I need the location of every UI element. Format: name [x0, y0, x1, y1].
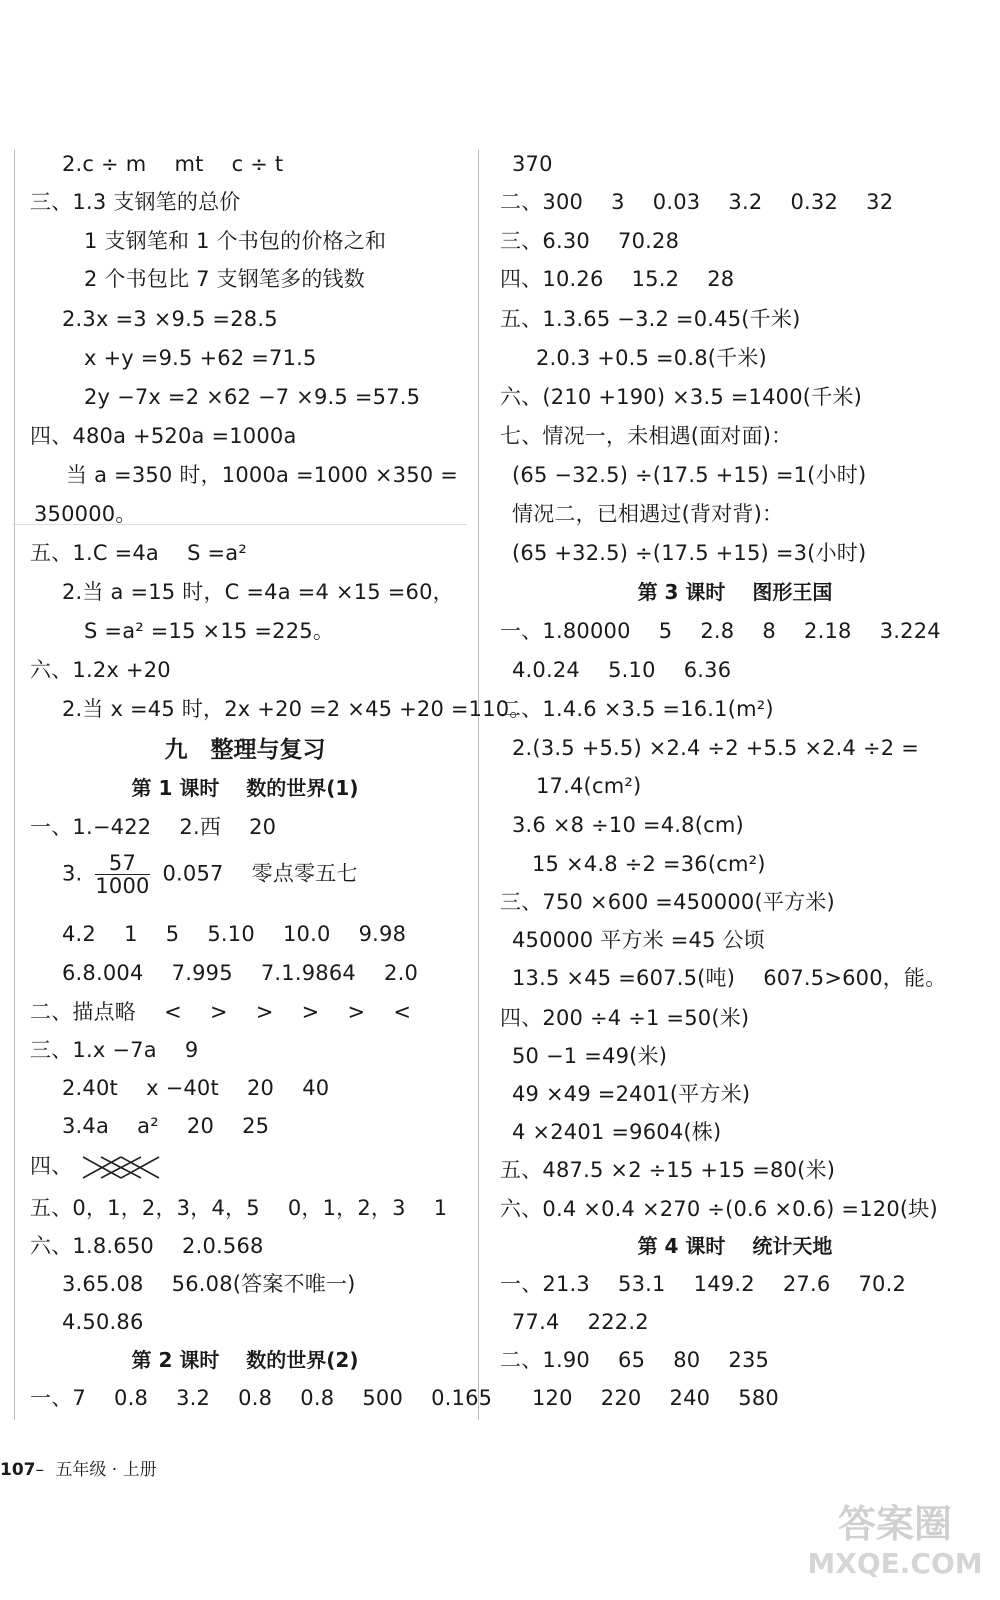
answer-line: 二、描点略 < > > > > < — [30, 1000, 412, 1024]
footer-dash: – — [35, 1460, 44, 1480]
page-number: 107 — [0, 1460, 36, 1480]
answer-line: 四、480a +520a =1000a — [30, 424, 297, 448]
item-number: 3. — [62, 861, 83, 886]
matching-lines-icon — [81, 1152, 161, 1182]
answer-line: 五、1.C =4a S =a² — [30, 541, 247, 565]
answer-line: (65 +32.5) ÷(17.5 +15) =3(小时) — [512, 541, 867, 565]
answer-line: 3.65.08 56.08(答案不唯一) — [62, 1272, 356, 1296]
watermark-logo — [803, 1495, 988, 1580]
answer-line: 2.40t x −40t 20 40 — [62, 1076, 330, 1100]
answer-line: 六、1.2x +20 — [30, 658, 171, 682]
lesson-title: 第 1 课时 数的世界(1) — [131, 776, 359, 800]
answer-line: 350000。 — [34, 502, 137, 526]
answer-line: 三、750 ×600 =450000(平方米) — [500, 890, 835, 914]
fraction-numerator: 57 — [95, 852, 149, 875]
lesson-title: 第 4 课时 统计天地 — [637, 1234, 833, 1258]
left-margin-rule — [14, 150, 15, 1420]
answer-line: 4.0.24 5.10 6.36 — [512, 658, 732, 682]
answer-line: 120 220 240 580 — [532, 1386, 779, 1410]
answer-line: 2.当 x =45 时，2x +20 =2 ×45 +20 =110。 — [62, 697, 531, 721]
lesson-title: 第 3 课时 图形王国 — [637, 580, 833, 604]
lesson-title: 第 2 课时 数的世界(2) — [131, 1348, 359, 1372]
chapter-title: 九 整理与复习 — [164, 737, 326, 763]
answer-line: 4.2 1 5 5.10 10.0 9.98 — [62, 922, 407, 946]
answer-line: (65 −32.5) ÷(17.5 +15) =1(小时) — [512, 463, 867, 487]
answer-line: 6.8.004 7.995 7.1.9864 2.0 — [62, 961, 419, 985]
answer-line: 一、21.3 53.1 149.2 27.6 70.2 — [500, 1272, 907, 1296]
answer-line: 当 a =350 时，1000a =1000 ×350 = — [66, 463, 459, 487]
answer-line: x +y =9.5 +62 =71.5 — [84, 346, 317, 370]
answer-line: 2.0.3 +0.5 =0.8(千米) — [536, 346, 767, 370]
page-footer — [0, 1455, 157, 1480]
answer-line: 2.3x =3 ×9.5 =28.5 — [62, 307, 278, 331]
answer-line: 370 — [512, 152, 553, 176]
answer-line: 2y −7x =2 ×62 −7 ×9.5 =57.5 — [84, 385, 421, 409]
answer-line: 2.(3.5 +5.5) ×2.4 ÷2 +5.5 ×2.4 ÷2 = — [512, 736, 920, 760]
answer-line: 一、1.−422 2.西 20 — [30, 815, 277, 839]
answer-line: 六、1.8.650 2.0.568 — [30, 1234, 264, 1258]
answer-line: 13.5 ×45 =607.5(吨) 607.5>600，能。 — [512, 966, 947, 990]
svg-text:MXQE.COM: MXQE.COM — [807, 1547, 983, 1580]
answer-line: 四、10.26 15.2 28 — [500, 267, 735, 291]
answer-line: 4 ×2401 =9604(株) — [512, 1120, 722, 1144]
fraction-line — [62, 852, 358, 900]
answer-line: 二、300 3 0.03 3.2 0.32 32 — [500, 190, 894, 214]
fraction — [95, 852, 149, 897]
answer-line: 50 −1 =49(米) — [512, 1044, 668, 1068]
answer-line: 4.50.86 — [62, 1310, 144, 1334]
answer-line: 49 ×49 =2401(平方米) — [512, 1082, 751, 1106]
answer-line: 五、487.5 ×2 ÷15 +15 =80(米) — [500, 1158, 836, 1182]
grade-label: 五年级 · 上册 — [55, 1460, 157, 1480]
answer-line: 三、1.x −7a 9 — [30, 1038, 199, 1062]
answer-line: 二、1.4.6 ×3.5 =16.1(m²) — [500, 697, 774, 721]
answer-line: 四、200 ÷4 ÷1 =50(米) — [500, 1006, 750, 1030]
answer-line: 五、1.3.65 −3.2 =0.45(千米) — [500, 307, 801, 331]
matching-line — [30, 1152, 161, 1180]
item-number: 四、 — [30, 1154, 73, 1178]
answer-line: 2.当 a =15 时，C =4a =4 ×15 =60， — [62, 580, 454, 604]
answer-line: 17.4(cm²) — [536, 774, 642, 798]
svg-text:答案圈: 答案圈 — [837, 1502, 953, 1546]
answer-line: 2 个书包比 7 支钢笔多的钱数 — [84, 267, 365, 291]
answer-line: 六、(210 +190) ×3.5 =1400(千米) — [500, 385, 862, 409]
answer-line: 3.4a a² 20 25 — [62, 1114, 270, 1138]
answer-line: 七、情况一，未相遇(面对面)： — [500, 424, 793, 448]
answer-line: 2.c ÷ m mt c ÷ t — [62, 152, 284, 176]
answer-line: 3.6 ×8 ÷10 =4.8(cm) — [512, 813, 744, 837]
fraction-rest: 0.057 零点零五七 — [162, 861, 358, 886]
answer-line: 三、1.3 支钢笔的总价 — [30, 190, 241, 214]
answer-line: 五、0，1，2，3，4，5 0，1，2，3 1 — [30, 1196, 448, 1220]
answer-line: 15 ×4.8 ÷2 =36(cm²) — [532, 852, 766, 876]
column-divider — [478, 150, 479, 1420]
answer-line: 77.4 222.2 — [512, 1310, 649, 1334]
answer-line: 一、1.80000 5 2.8 8 2.18 3.224 — [500, 619, 941, 643]
answer-line: 一、7 0.8 3.2 0.8 0.8 500 0.165 — [30, 1386, 493, 1410]
fraction-denominator: 1000 — [95, 874, 150, 898]
answer-line: 二、1.90 65 80 235 — [500, 1348, 770, 1372]
answer-line: 六、0.4 ×0.4 ×270 ÷(0.6 ×0.6) =120(块) — [500, 1197, 938, 1221]
answer-line: 三、6.30 70.28 — [500, 229, 680, 253]
answer-line: 1 支钢笔和 1 个书包的价格之和 — [84, 229, 387, 253]
answer-line: 450000 平方米 =45 公顷 — [512, 928, 765, 952]
answer-line: S =a² =15 ×15 =225。 — [84, 619, 335, 643]
answer-line: 情况二，已相遇过(背对背)： — [512, 502, 784, 526]
